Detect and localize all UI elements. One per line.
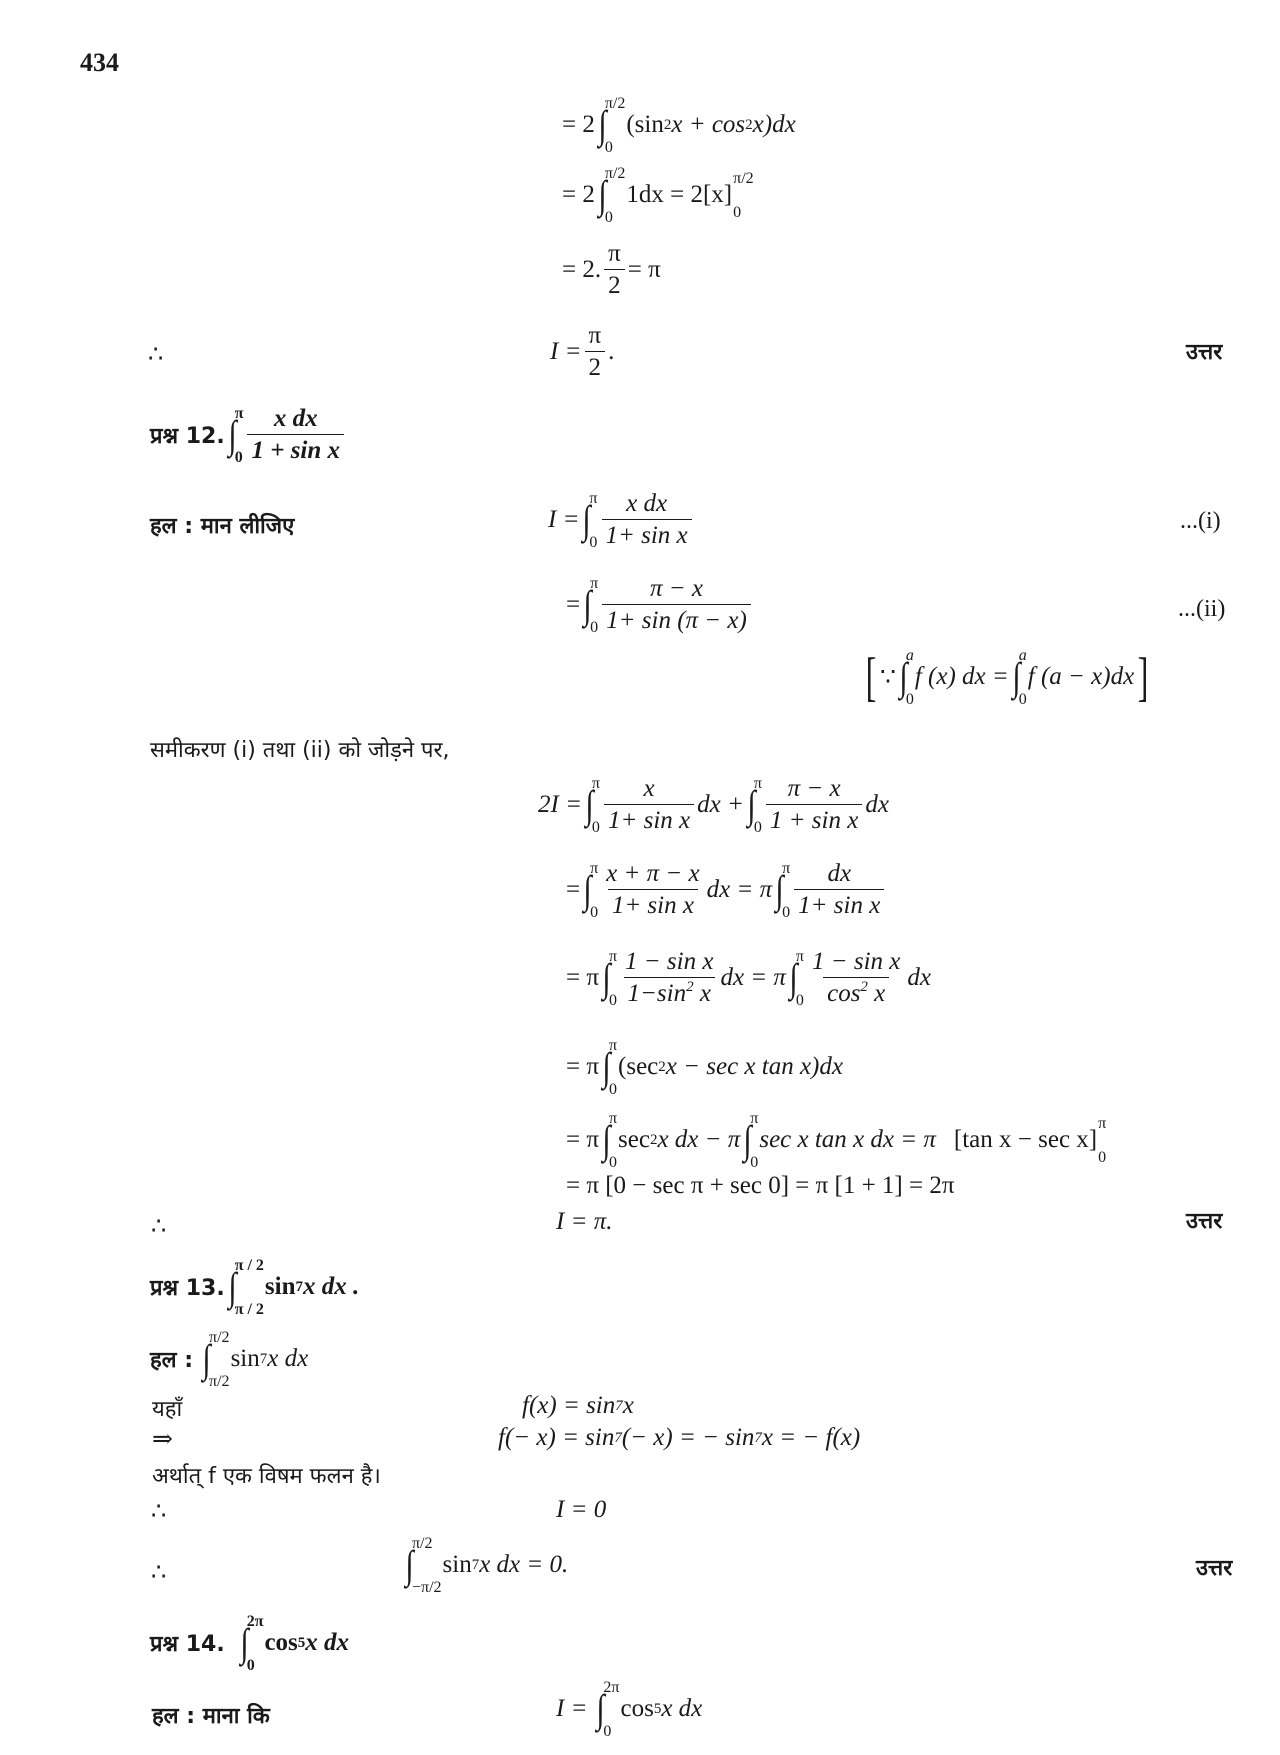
question-12-heading <box>150 405 347 464</box>
q12-result: I = π. <box>556 1208 613 1235</box>
q13-solution: हल : ∫ π/2 π/2 sin 7 x dx <box>150 1329 309 1390</box>
integral-sign: ∫ π 0 <box>583 574 599 636</box>
answer-mark: उत्तर <box>1186 340 1223 365</box>
solution-label: हल : मान लीजिए <box>150 514 295 539</box>
equation-line-3: = 2. $\frac{\pi}{2}$ = π <box>562 240 661 299</box>
integral-sign: ∫ a 0 <box>1012 647 1027 708</box>
integral-sign: ∫ π/2 π/2 <box>202 1329 230 1390</box>
integral-sign: ∫ a 0 <box>899 647 914 708</box>
integral-sign: ∫ 2π 0 <box>596 1679 620 1740</box>
q13-final: ∫ π/2 −π/2 sin 7 x dx = 0. <box>405 1535 569 1596</box>
integral-sign: ∫ π 0 <box>585 774 600 836</box>
question-label: प्रश्न 13. <box>150 1276 225 1301</box>
q12-add-1: 2I = ∫ π 0 $\frac{x}{\text{1+ sin x}}$ dx + ∫ π 0 $\frac{\pi - x}{\text{1 + sin x}}$ dx <box>538 774 889 836</box>
evaluation-limits: π/2 0 <box>733 170 754 221</box>
page-number: 434 <box>80 48 119 77</box>
integral-sign: ∫ π 0 <box>743 1110 759 1171</box>
q12-add-3: = π ∫ π 0 $\frac{\text{1 − sin x}}{1-\sin^2 x}$ dx = π ∫ π 0 $\frac{\text{1 − sin x}}{\cos^2 x}$ dx <box>566 947 931 1009</box>
implies-symbol: ⇒ <box>152 1426 173 1453</box>
here-label: यहाँ <box>152 1397 183 1422</box>
answer-mark: उत्तर <box>1186 1209 1223 1234</box>
integral-sign: ∫ π / 2 π / 2 <box>228 1257 264 1318</box>
equation-ref-ii: ...(ii) <box>1178 596 1226 622</box>
fraction: $\frac{\text{x dx}}{\text{1+ sin x}}$ <box>602 490 692 549</box>
q12-add-6: = π [0 − sec π + sec 0] = π [1 + 1] = 2π <box>566 1172 955 1199</box>
integral-sign: ∫ π 0 <box>747 774 762 836</box>
adding-equations-text: समीकरण (i) तथा (ii) को जोड़ने पर, <box>150 738 450 763</box>
integral-sign: ∫ π 0 <box>602 947 618 1009</box>
odd-function-statement: अर्थात् f एक विषम फलन है। <box>152 1464 381 1489</box>
integral-sign: ∫ π 0 <box>602 1110 618 1171</box>
left-bracket: [ <box>865 647 877 707</box>
integral-sign: ∫ π/2 −π/2 <box>405 1535 442 1596</box>
i-equals-zero: I = 0 <box>556 1496 607 1523</box>
fraction: $\frac{dx}{\text{1+ sin x}}$ <box>794 860 884 919</box>
q12-add-5: = π ∫ π 0 sec 2 x dx − π ∫ π 0 sec x tan x dx = π [tan x − sec x] π 0 <box>566 1110 1107 1171</box>
fx-definition: f(x) = sin 7 x <box>522 1392 634 1419</box>
fraction: $\frac{x + \pi - x}{\text{1+ sin x}}$ <box>606 860 700 919</box>
fraction: $\frac{\pi}{2}$ <box>604 240 625 299</box>
fraction: $\frac{x}{\text{1+ sin x}}$ <box>604 775 694 834</box>
answer-mark: उत्तर <box>1196 1556 1233 1581</box>
fraction: $\frac{\pi - x}{1+ \sin (\pi - x)}$ <box>602 575 751 634</box>
question-13-heading: प्रश्न 13. ∫ π / 2 π / 2 sin 7 x dx . <box>150 1257 360 1318</box>
fraction: $\frac{\pi - x}{\text{1 + sin x}}$ <box>766 775 862 834</box>
fraction: $\frac{\text{1 − sin x}}{1-\sin^2 x}$ <box>625 948 714 1007</box>
integral-sign: ∫ π 0 <box>789 947 804 1009</box>
result-line: I = $\frac{\pi}{2}$ . <box>550 322 615 381</box>
equation-line-2: = 2 ∫ π/2 0 1dx = 2[x] π/2 0 <box>562 165 754 226</box>
q12-add-2: = ∫ π 0 $\frac{x + \pi - x}{\text{1+ sin x}}$ dx = π ∫ π 0 $\frac{dx}{\text{1+ sin x}}$ <box>566 860 887 919</box>
solution-label: हल : <box>150 1348 194 1373</box>
integral-sign: ∫ π/2 0 <box>598 95 626 156</box>
therefore-symbol: ∴ <box>151 1499 167 1525</box>
f-minus-x: f(− x) = sin 7 (− x) = − sin 7 x = − f(x) <box>498 1424 861 1451</box>
question-14-heading: प्रश्न 14. ∫ 2π 0 cos 5 x dx <box>150 1613 350 1674</box>
eq-lead: = 2 <box>562 111 595 138</box>
therefore-symbol: ∴ <box>151 1214 167 1240</box>
q12-step-1: I = ∫ π 0 $\frac{\text{x dx}}{\text{1+ sin x}}$ <box>548 490 695 549</box>
solution-label: हल : माना कि <box>152 1704 270 1729</box>
question-label: प्रश्न 14. <box>150 1632 225 1657</box>
fraction: $\frac{\pi}{2}$ <box>584 322 605 381</box>
integral-sign: ∫ π 0 <box>582 489 598 551</box>
integral-sign: ∫ π 0 <box>583 859 599 921</box>
therefore-symbol: ∴ <box>148 342 164 368</box>
integral-sign: ∫ π 0 <box>602 1037 618 1098</box>
right-bracket: ] <box>1137 647 1149 707</box>
equation-line-1: = 2 ∫ π/2 0 (sin 2 x + cos 2 x)dx <box>562 95 796 156</box>
equation-ref-i: ...(i) <box>1180 508 1221 534</box>
property-note: [ ∵ ∫ a 0 f (x) dx = ∫ a 0 f (a − x)dx ] <box>865 647 1149 708</box>
q14-solution: I = ∫ 2π 0 cos 5 x dx <box>556 1679 703 1740</box>
integral-sign: ∫ 2π 0 <box>240 1613 264 1674</box>
integral-sign: ∫ π 0 <box>775 859 791 921</box>
q12-step-2: = ∫ π 0 $\frac{\pi - x}{1+ \sin (\pi - x)}$ <box>566 575 754 634</box>
integral-sign: ∫ π 0 <box>228 404 244 466</box>
integral-sign: ∫ π/2 0 <box>598 165 626 226</box>
therefore-symbol: ∴ <box>151 1560 167 1586</box>
fraction: $\frac{\text{1 − sin x}}{\cos^2 x}$ <box>811 948 901 1007</box>
evaluation-limits: π 0 <box>1098 1115 1107 1166</box>
fraction: $\frac{\text{x dx}}{\text{1 + sin x}}$ <box>247 405 344 464</box>
q12-add-4: = π ∫ π 0 (sec 2 x − sec x tan x)dx <box>566 1037 843 1098</box>
question-label: प्रश्न 12. <box>150 423 225 449</box>
